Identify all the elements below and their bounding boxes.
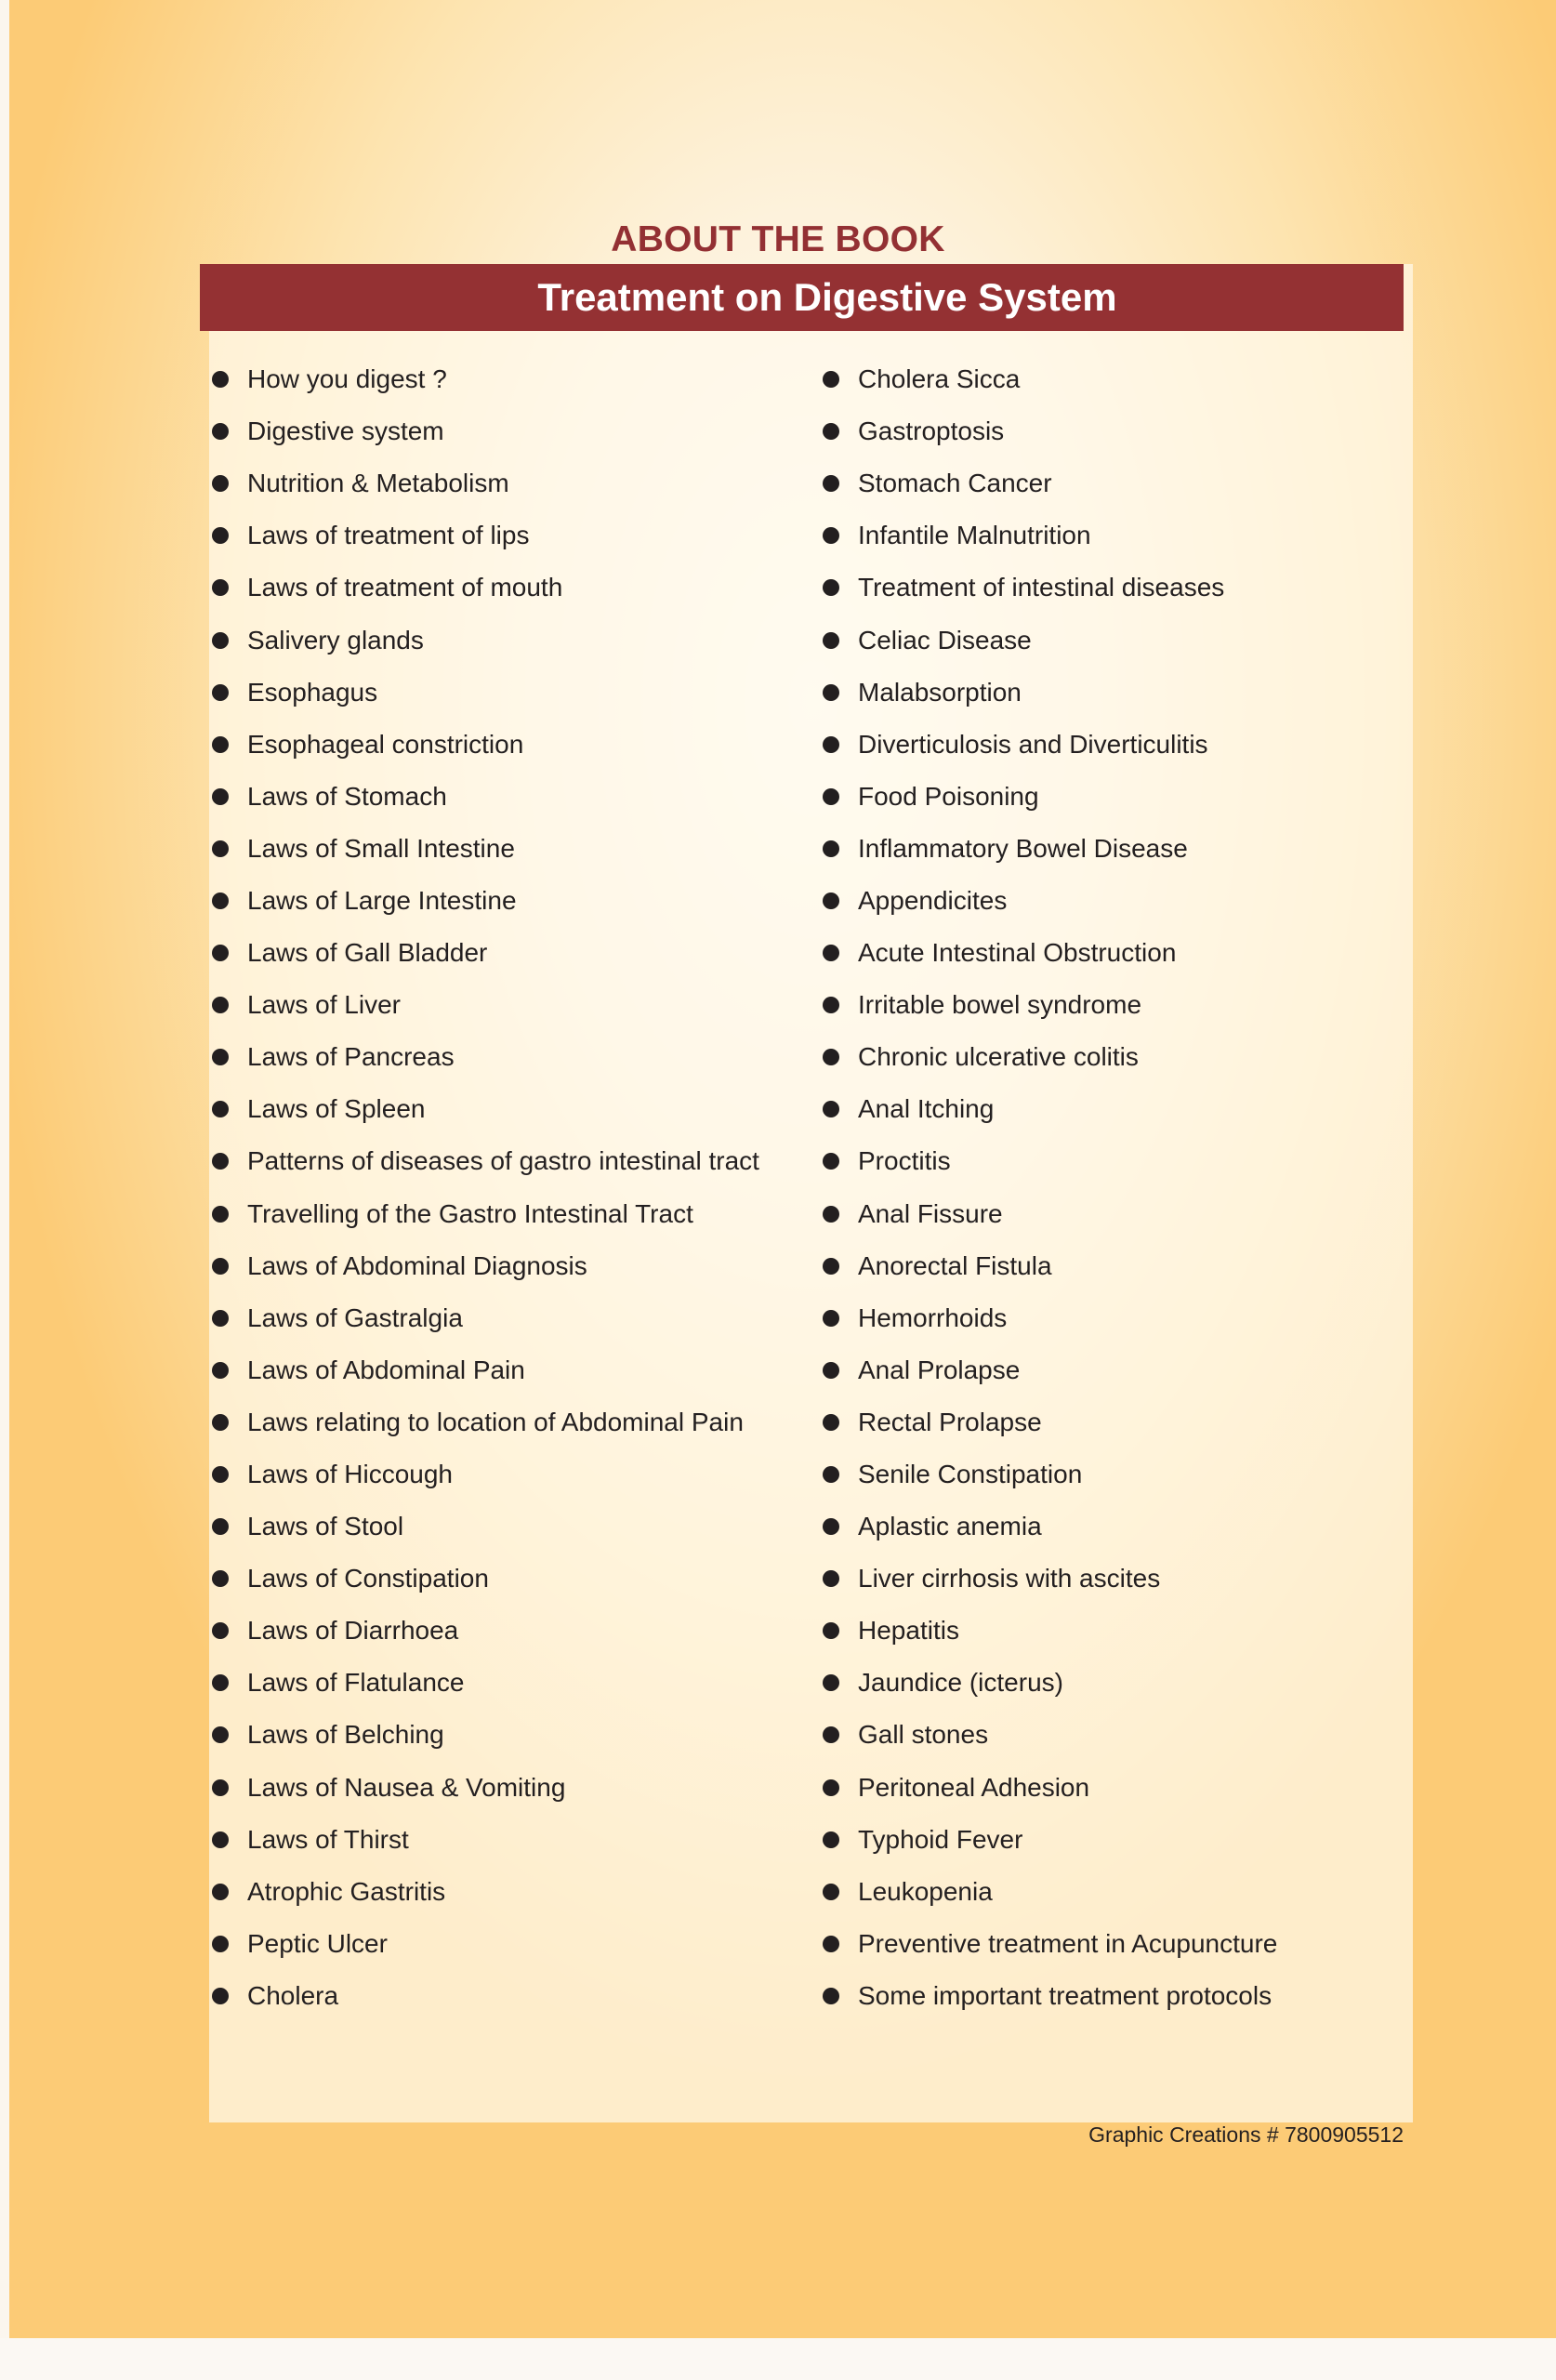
bullet-icon bbox=[823, 1622, 839, 1639]
list-item-label: Laws of Hiccough bbox=[247, 1460, 454, 1489]
list-item-label: Anal Fissure bbox=[858, 1198, 1003, 1228]
bullet-icon bbox=[212, 892, 229, 909]
bullet-icon bbox=[823, 1884, 839, 1900]
list-item-label: Anal Prolapse bbox=[858, 1355, 1021, 1384]
list-item bbox=[823, 1396, 1277, 1448]
list-item-label: Celiac Disease bbox=[858, 625, 1032, 654]
list-item bbox=[823, 614, 1277, 666]
bullet-icon bbox=[823, 1518, 839, 1535]
list-item-label: Laws of Abdominal Pain bbox=[247, 1355, 525, 1384]
bullet-icon bbox=[823, 371, 839, 388]
bullet-icon bbox=[823, 684, 839, 701]
list-item bbox=[823, 1135, 1277, 1187]
list-item-label: Laws of Stomach bbox=[247, 781, 447, 811]
list-item bbox=[823, 1344, 1277, 1396]
bullet-icon bbox=[212, 632, 229, 649]
title-banner bbox=[200, 264, 1404, 331]
list-item bbox=[212, 1605, 759, 1657]
bullet-icon bbox=[212, 1466, 229, 1483]
list-item bbox=[823, 509, 1277, 562]
list-item-label: How you digest ? bbox=[247, 364, 447, 394]
list-item bbox=[823, 1657, 1277, 1709]
list-item-label: Laws of Large Intestine bbox=[247, 885, 517, 915]
bullet-icon bbox=[212, 1988, 229, 2004]
list-item-label: Peptic Ulcer bbox=[247, 1928, 388, 1958]
list-item-label: Peritoneal Adhesion bbox=[858, 1772, 1090, 1802]
list-item bbox=[823, 667, 1277, 719]
list-item bbox=[212, 979, 759, 1031]
bullet-icon bbox=[212, 1622, 229, 1639]
list-item bbox=[823, 457, 1277, 509]
list-item-label: Aplastic anemia bbox=[858, 1512, 1042, 1541]
list-item bbox=[212, 1762, 759, 1814]
bullet-icon bbox=[212, 736, 229, 753]
list-item bbox=[823, 1031, 1277, 1083]
list-item-label: Jaundice (icterus) bbox=[858, 1668, 1063, 1698]
list-item bbox=[823, 1866, 1277, 1918]
bullet-icon bbox=[212, 527, 229, 544]
list-item bbox=[823, 1083, 1277, 1135]
list-item bbox=[212, 1866, 759, 1918]
bullet-icon bbox=[823, 1726, 839, 1743]
list-item bbox=[212, 1396, 759, 1448]
list-item-label: Hemorrhoids bbox=[858, 1302, 1008, 1332]
bullet-icon bbox=[212, 1206, 229, 1223]
list-item-label: Nutrition & Metabolism bbox=[247, 469, 509, 498]
list-item bbox=[823, 1605, 1277, 1657]
list-item bbox=[212, 1083, 759, 1135]
list-item-label: Esophagus bbox=[247, 677, 378, 707]
list-item bbox=[823, 1709, 1277, 1761]
list-item-label: Cholera bbox=[247, 1980, 339, 2010]
bullet-icon bbox=[823, 1831, 839, 1848]
list-item-label: Laws of Stool bbox=[247, 1512, 404, 1541]
list-item-label: Laws of Spleen bbox=[247, 1094, 426, 1124]
list-item bbox=[823, 562, 1277, 614]
list-item-label: Stomach Cancer bbox=[858, 469, 1052, 498]
bullet-icon bbox=[823, 1674, 839, 1691]
list-item bbox=[212, 1657, 759, 1709]
list-item-label: Laws of Nausea & Vomiting bbox=[247, 1772, 566, 1802]
list-item bbox=[823, 353, 1277, 405]
list-item bbox=[212, 1344, 759, 1396]
list-item-label: Appendicites bbox=[858, 885, 1008, 915]
list-item-label: Laws of Flatulance bbox=[247, 1668, 465, 1698]
list-item-label: Typhoid Fever bbox=[858, 1824, 1023, 1854]
list-item bbox=[212, 1918, 759, 1970]
bullet-icon bbox=[823, 1101, 839, 1117]
list-item bbox=[212, 1501, 759, 1553]
list-item bbox=[212, 509, 759, 562]
list-item bbox=[823, 1918, 1277, 1970]
bullet-icon bbox=[212, 1726, 229, 1743]
bullet-icon bbox=[212, 1831, 229, 1848]
list-item-label: Laws of Belching bbox=[247, 1720, 444, 1750]
bullet-icon bbox=[212, 1049, 229, 1065]
bullet-icon bbox=[212, 1936, 229, 1952]
bullet-icon bbox=[823, 1779, 839, 1796]
list-item-label: Infantile Malnutrition bbox=[858, 521, 1091, 550]
list-item-label: Laws of Small Intestine bbox=[247, 833, 515, 863]
bullet-icon bbox=[823, 1049, 839, 1065]
bullet-icon bbox=[212, 423, 229, 440]
bullet-icon bbox=[823, 1258, 839, 1275]
list-item-label: Laws of Gastralgia bbox=[247, 1302, 463, 1332]
bullet-icon bbox=[212, 579, 229, 596]
list-item-label: Travelling of the Gastro Intestinal Tract bbox=[247, 1198, 693, 1228]
bullet-icon bbox=[212, 1779, 229, 1796]
list-item-label: Salivery glands bbox=[247, 625, 424, 654]
bullet-icon bbox=[212, 1362, 229, 1379]
bullet-icon bbox=[823, 1310, 839, 1327]
list-item-label: Proctitis bbox=[858, 1146, 951, 1176]
list-item bbox=[212, 1709, 759, 1761]
bullet-icon bbox=[212, 1570, 229, 1587]
list-item bbox=[212, 1188, 759, 1240]
list-item bbox=[212, 457, 759, 509]
bullet-icon bbox=[823, 788, 839, 805]
list-item bbox=[823, 979, 1277, 1031]
bullet-icon bbox=[823, 1206, 839, 1223]
page-bottom-margin bbox=[0, 2338, 1556, 2380]
bullet-icon bbox=[212, 475, 229, 492]
list-item-label: Anorectal Fistula bbox=[858, 1250, 1052, 1280]
list-item bbox=[212, 771, 759, 823]
list-item-label: Laws of Diarrhoea bbox=[247, 1616, 459, 1646]
list-item bbox=[212, 405, 759, 457]
list-item bbox=[212, 1814, 759, 1866]
list-item-label: Preventive treatment in Acupuncture bbox=[858, 1928, 1278, 1958]
list-item-label: Acute Intestinal Obstruction bbox=[858, 938, 1177, 968]
list-item bbox=[212, 823, 759, 875]
bullet-icon bbox=[823, 1570, 839, 1587]
list-item-label: Inflammatory Bowel Disease bbox=[858, 833, 1188, 863]
list-item bbox=[212, 667, 759, 719]
list-item-label: Anal Itching bbox=[858, 1094, 995, 1124]
list-item bbox=[823, 1970, 1277, 2022]
footer-credit: Graphic Creations # 7800905512 bbox=[1088, 2122, 1404, 2147]
list-item-label: Cholera Sicca bbox=[858, 364, 1021, 394]
bullet-icon bbox=[212, 945, 229, 961]
bullet-icon bbox=[212, 1674, 229, 1691]
list-item-label: Hepatitis bbox=[858, 1616, 959, 1646]
bullet-icon bbox=[212, 1518, 229, 1535]
bullet-icon bbox=[212, 371, 229, 388]
bullet-icon bbox=[823, 475, 839, 492]
list-item-label: Treatment of intestinal diseases bbox=[858, 573, 1225, 602]
list-item-label: Laws of treatment of mouth bbox=[247, 573, 563, 602]
bullet-icon bbox=[212, 997, 229, 1013]
list-item bbox=[823, 1814, 1277, 1866]
list-item bbox=[823, 1292, 1277, 1344]
list-item-label: Rectal Prolapse bbox=[858, 1407, 1042, 1436]
list-item-label: Gastroptosis bbox=[858, 416, 1005, 446]
bullet-icon bbox=[823, 579, 839, 596]
bullet-icon bbox=[823, 1988, 839, 2004]
list-item bbox=[823, 771, 1277, 823]
bullet-icon bbox=[823, 1414, 839, 1431]
list-item-label: Laws of treatment of lips bbox=[247, 521, 530, 550]
list-item-label: Malabsorption bbox=[858, 677, 1022, 707]
list-item bbox=[823, 405, 1277, 457]
bullet-icon bbox=[212, 1310, 229, 1327]
about-heading: ABOUT THE BOOK bbox=[611, 219, 945, 259]
list-item bbox=[823, 1448, 1277, 1501]
list-item-label: Leukopenia bbox=[858, 1876, 993, 1906]
list-item-label: Laws of Liver bbox=[247, 990, 401, 1020]
list-item bbox=[823, 875, 1277, 927]
list-item-label: Irritable bowel syndrome bbox=[858, 990, 1142, 1020]
list-item-label: Some important treatment protocols bbox=[858, 1980, 1272, 2010]
bullet-icon bbox=[823, 997, 839, 1013]
bullet-icon bbox=[212, 684, 229, 701]
list-item-label: Laws of Abdominal Diagnosis bbox=[247, 1250, 587, 1280]
list-item-label: Laws of Thirst bbox=[247, 1824, 409, 1854]
list-item-label: Laws relating to location of Abdominal Pain bbox=[247, 1407, 744, 1436]
list-item bbox=[212, 614, 759, 666]
bullet-icon bbox=[823, 840, 839, 857]
bullet-icon bbox=[212, 1101, 229, 1117]
list-item bbox=[212, 353, 759, 405]
bullet-icon bbox=[823, 632, 839, 649]
list-item bbox=[823, 1762, 1277, 1814]
list-item bbox=[212, 719, 759, 771]
list-item-label: Laws of Gall Bladder bbox=[247, 938, 488, 968]
topic-list-right bbox=[823, 353, 1277, 2022]
list-item bbox=[212, 1292, 759, 1344]
list-item bbox=[212, 1240, 759, 1292]
bullet-icon bbox=[823, 892, 839, 909]
topic-list-left bbox=[212, 353, 759, 2022]
banner-title: Treatment on Digestive System bbox=[537, 275, 1117, 319]
list-item bbox=[823, 719, 1277, 771]
list-item-label: Laws of Constipation bbox=[247, 1564, 489, 1593]
list-item-label: Esophageal constriction bbox=[247, 729, 524, 759]
list-item-label: Atrophic Gastritis bbox=[247, 1876, 446, 1906]
bullet-icon bbox=[212, 1884, 229, 1900]
list-item bbox=[212, 1448, 759, 1501]
bullet-icon bbox=[823, 527, 839, 544]
list-item-label: Gall stones bbox=[858, 1720, 989, 1750]
list-item bbox=[823, 1553, 1277, 1605]
list-item-label: Laws of Pancreas bbox=[247, 1042, 455, 1072]
bullet-icon bbox=[823, 1153, 839, 1170]
list-item bbox=[823, 1501, 1277, 1553]
list-item-label: Digestive system bbox=[247, 416, 444, 446]
bullet-icon bbox=[212, 788, 229, 805]
bullet-icon bbox=[823, 1466, 839, 1483]
list-item bbox=[823, 1240, 1277, 1292]
list-item-label: Liver cirrhosis with ascites bbox=[858, 1564, 1161, 1593]
bullet-icon bbox=[823, 1362, 839, 1379]
list-item bbox=[212, 875, 759, 927]
bullet-icon bbox=[823, 736, 839, 753]
list-item bbox=[212, 1553, 759, 1605]
list-item-label: Diverticulosis and Diverticulitis bbox=[858, 729, 1208, 759]
list-item-label: Chronic ulcerative colitis bbox=[858, 1042, 1139, 1072]
list-item bbox=[212, 1031, 759, 1083]
list-item-label: Patterns of diseases of gastro intestinal tract bbox=[247, 1146, 759, 1176]
bullet-icon bbox=[212, 1153, 229, 1170]
list-item bbox=[212, 1135, 759, 1187]
bullet-icon bbox=[212, 1414, 229, 1431]
bullet-icon bbox=[823, 1936, 839, 1952]
bullet-icon bbox=[823, 945, 839, 961]
list-item bbox=[823, 1188, 1277, 1240]
list-item bbox=[212, 1970, 759, 2022]
list-item-label: Food Poisoning bbox=[858, 781, 1039, 811]
list-item-label: Senile Constipation bbox=[858, 1460, 1083, 1489]
bullet-icon bbox=[823, 423, 839, 440]
list-item bbox=[212, 927, 759, 979]
bullet-icon bbox=[212, 840, 229, 857]
list-item bbox=[823, 927, 1277, 979]
list-item bbox=[212, 562, 759, 614]
bullet-icon bbox=[212, 1258, 229, 1275]
list-item bbox=[823, 823, 1277, 875]
